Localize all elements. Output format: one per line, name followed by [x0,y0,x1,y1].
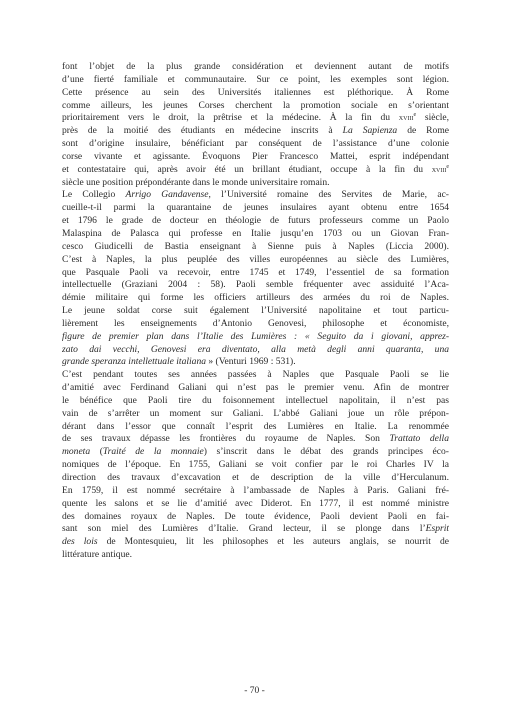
text-segment: quente les salons et se lie d’amitié avec Diderot. En 1777, il est nommé ministre [62,497,449,509]
text-segment: C’est pendant toutes ses années passées à Naples que Pasquale Paoli se lie [62,369,449,381]
text-line [62,331,449,344]
text-segment: vain de s’arrêter un moment sur Galiani. L’abbé Galiani joue un rôle prépon- [62,407,449,419]
text-segment: En 1759, il est nommé secrétaire à l’ambassade de Naples à Paris. Galiani fré- [62,484,449,496]
text-line [62,215,449,228]
text-segment: sont d’origine insulaire, bénéficiant par conséquent de l’assistance d’une colonie [62,138,449,150]
text-line [62,74,449,87]
text-line [62,498,449,511]
text-line [62,485,449,498]
text-segment: des lois [62,536,98,548]
text-segment: La Sapienza [342,125,398,137]
text-segment: lièrement les enseignements d’Antonio Genovesi, philosophe et économiste, [62,317,449,329]
text-segment: cueille-t-il parmi la quarantaine de jeunes insulaires ayant obtenu entre 1654 [62,202,449,214]
text-segment: C’est à Naples, la plus peuplée des villes européennes au siècle des Lumières, [62,253,449,265]
text-line [62,421,449,434]
body-text [62,61,449,562]
text-line [62,267,449,280]
text-segment: de Montesquieu, lit les philosophes et les auteurs anglais, se nourrit de [97,536,449,548]
text-line [62,344,449,357]
text-segment: e [446,163,449,170]
text-line [62,446,449,459]
text-segment: moneta [62,446,91,458]
text-segment: » (Venturi 1969 : 531). [206,356,296,368]
text-line [62,356,449,369]
text-line [62,151,449,164]
text-line [62,241,449,254]
text-segment: prioritairement vers le droit, la prêtrise et la médecine. À la fin du [62,112,399,124]
text-segment: Arrigo Gandavense [125,189,209,201]
text-line [62,459,449,472]
text-segment: cesco Giudicelli de Bastia enseignant à Sienne puis à Naples (Liccia 2000). [62,240,449,252]
text-segment: intellectuelle (Graziani 2004 : 58). Paoli semble fréquenter avec assiduité l’Aca- [62,279,449,291]
text-segment: le bénéfice que Paoli tire du foisonnement intellectuel napolitain, il n’est pas [62,394,449,406]
text-segment: , l’Université romaine des Servites de Marie, ac- [208,189,449,201]
text-segment: littérature antique. [62,549,132,561]
text-segment: corse vivante et agissante. Évoquons Pier Francesco Mattei, esprit indépendant [62,150,449,162]
text-segment: sant son miel des Lumières d’Italie. Grand lecteur, il se plonge dans l’ [62,523,426,535]
text-segment: Traité de la monnaie [102,446,204,458]
text-line [62,138,449,151]
text-segment: siècle, [416,112,449,124]
text-line [62,395,449,408]
text-segment: de ses travaux dépasse les frontières du royaume de Naples. Son [62,433,390,445]
text-line [62,523,449,536]
page-number: - 70 - [244,686,265,696]
text-segment: dérant dans l’essor que connaît l’esprit des Lumières en Italie. La renommée [62,420,449,432]
text-segment: Cette présence au sein des Universités italiennes est pléthorique. À Rome [62,86,449,98]
text-segment: démie militaire qui forme les officiers artilleurs des armées du roi de Naples. [62,292,449,304]
text-line [62,61,449,74]
text-segment: de Rome [397,125,449,137]
text-segment: Esprit [425,523,449,535]
text-segment: Le jeune soldat corse suit également l’Université napolitaine et tout particu- [62,305,449,317]
text-line [62,87,449,100]
text-segment: comme ailleurs, les jeunes Corses cherchent la promotion sociale en s’orientant [62,99,449,111]
text-line [62,318,449,331]
text-segment: Trattato della [389,433,449,445]
text-line [62,369,449,382]
text-segment: près de la moitié des étudiants en médecine inscrits à [62,125,343,137]
text-segment: et 1796 le grade de docteur en théologie de futurs professeurs comme un Paolo [62,215,449,227]
text-line [62,472,449,485]
text-segment: siècle une position prépondérante dans le monde universitaire romain. [62,176,330,188]
text-segment: xviii [431,164,447,174]
text-line [62,177,449,190]
text-segment: d’une fierté familiale et communautaire. Sur ce point, les exemples sont légion. [62,73,449,85]
text-line [62,382,449,395]
text-segment: grande speranza intellettuale italiana [62,356,206,368]
text-line [62,112,449,125]
text-line [62,292,449,305]
text-line [62,202,449,215]
text-line [62,511,449,524]
text-segment: ) s’inscrit dans le débat des grands principes éco- [203,446,449,458]
text-line [62,279,449,292]
text-segment: Le Collegio [62,189,126,201]
text-segment: Malaspina de Palasca qui professe en Italie jusqu’en 1703 ou un Giovan Fran- [62,227,449,239]
text-segment: font l’objet de la plus grande considération et deviennent autant de motifs [62,61,449,72]
text-segment: d’amitié avec Ferdinand Galiani qui n’est pas le premier venu. Afin de montrer [62,382,449,394]
text-line [62,549,449,562]
text-segment: et contestataire qui, après avoir été un brillant étudiant, occupe à la fin du [62,163,432,175]
text-segment: figure de premier plan dans l’Italie des Lumières : « Seguito da i giovani, apprez- [62,330,449,342]
text-segment: zato dai vecchi, Genovesi era diventato, alla metà degli anni quaranta, una [62,343,449,355]
text-segment: direction des travaux d’excavation et de description de la ville d’Herculanum. [62,472,449,483]
text-line [62,433,449,446]
text-line [62,100,449,113]
text-segment: que Pasquale Paoli va recevoir, entre 1745 et 1749, l’essentiel de sa formation [62,266,449,278]
text-segment: e [413,112,417,119]
text-line [62,536,449,549]
text-line [62,125,449,138]
text-segment: des domaines royaux de Naples. De toute évidence, Paoli devient Paoli en fai- [62,510,449,522]
text-segment: nomiques de l’époque. En 1755, Galiani se voit confier par le roi Charles IV la [62,459,449,471]
text-line [62,164,449,177]
text-line [62,228,449,241]
text-line [62,408,449,421]
text-segment: xviii [398,113,414,123]
text-line [62,305,449,318]
text-line [62,254,449,267]
text-line [62,189,449,202]
text-segment: ( [90,446,103,458]
